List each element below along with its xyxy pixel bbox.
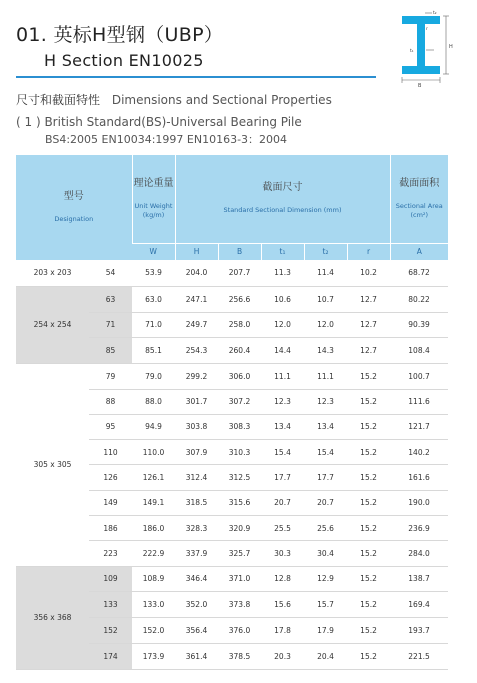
value-cell: 352.0 bbox=[175, 591, 218, 617]
value-cell: 15.2 bbox=[347, 440, 390, 465]
symbol-a: A bbox=[390, 243, 448, 260]
header-unit-weight-cn: 理论重量 bbox=[133, 177, 174, 189]
page-subtitle: H Section EN10025 bbox=[44, 51, 204, 70]
value-cell: 222.9 bbox=[132, 541, 175, 566]
value-cell: 110.0 bbox=[132, 440, 175, 465]
value-cell: 15.2 bbox=[347, 389, 390, 414]
value-cell: 258.0 bbox=[218, 312, 261, 338]
value-cell: 12.3 bbox=[261, 389, 304, 414]
value-cell: 152.0 bbox=[132, 617, 175, 643]
value-cell: 111.6 bbox=[390, 389, 448, 414]
diagram-label-t2: t₂ bbox=[433, 11, 437, 16]
header-unit-weight-en: Unit Weight (kg/m) bbox=[134, 201, 173, 219]
value-cell: 10.6 bbox=[261, 286, 304, 312]
value-cell: 94.9 bbox=[132, 414, 175, 439]
value-cell: 15.2 bbox=[347, 566, 390, 591]
value-cell: 15.7 bbox=[304, 591, 347, 617]
value-cell: 30.4 bbox=[304, 541, 347, 566]
value-cell: 373.8 bbox=[218, 591, 261, 617]
value-cell: 12.0 bbox=[304, 312, 347, 338]
value-cell: 12.9 bbox=[304, 566, 347, 591]
mass-cell: 110 bbox=[89, 440, 132, 465]
value-cell: 10.7 bbox=[304, 286, 347, 312]
value-cell: 15.2 bbox=[347, 490, 390, 515]
value-cell: 15.4 bbox=[304, 440, 347, 465]
value-cell: 284.0 bbox=[390, 541, 448, 566]
table-body bbox=[16, 260, 448, 669]
header-dimension-en: Standard Sectional Dimension (mm) bbox=[223, 206, 342, 215]
diagram-label-b: B bbox=[418, 83, 422, 88]
value-cell: 325.7 bbox=[218, 541, 261, 566]
value-cell: 88.0 bbox=[132, 389, 175, 414]
value-cell: 12.3 bbox=[304, 389, 347, 414]
value-cell: 15.6 bbox=[261, 591, 304, 617]
value-cell: 20.7 bbox=[261, 490, 304, 515]
value-cell: 303.8 bbox=[175, 414, 218, 439]
value-cell: 20.3 bbox=[261, 643, 304, 669]
value-cell: 140.2 bbox=[390, 440, 448, 465]
table-row bbox=[16, 363, 448, 389]
value-cell: 11.3 bbox=[261, 260, 304, 286]
value-cell: 15.2 bbox=[347, 515, 390, 540]
value-cell: 14.3 bbox=[304, 338, 347, 364]
section-heading-cn: 尺寸和截面特性 bbox=[16, 93, 101, 107]
value-cell: 15.2 bbox=[347, 541, 390, 566]
page-title: 01. 英标H型钢（UBP） bbox=[16, 24, 224, 46]
value-cell: 307.2 bbox=[218, 389, 261, 414]
value-cell: 12.7 bbox=[347, 286, 390, 312]
h-beam-icon bbox=[396, 10, 472, 88]
value-cell: 17.7 bbox=[261, 465, 304, 490]
mass-cell: 174 bbox=[89, 643, 132, 669]
header-area-en: Sectional Area (cm²) bbox=[395, 201, 443, 219]
value-cell: 71.0 bbox=[132, 312, 175, 338]
value-cell: 25.5 bbox=[261, 515, 304, 540]
diagram-label-h: H bbox=[449, 44, 453, 50]
value-cell: 190.0 bbox=[390, 490, 448, 515]
symbol-h: H bbox=[175, 243, 218, 260]
value-cell: 133.0 bbox=[132, 591, 175, 617]
value-cell: 254.3 bbox=[175, 338, 218, 364]
value-cell: 17.8 bbox=[261, 617, 304, 643]
value-cell: 15.2 bbox=[347, 465, 390, 490]
value-cell: 186.0 bbox=[132, 515, 175, 540]
value-cell: 15.2 bbox=[347, 643, 390, 669]
value-cell: 17.9 bbox=[304, 617, 347, 643]
table-row bbox=[16, 286, 448, 312]
value-cell: 306.0 bbox=[218, 363, 261, 389]
diagram-label-t1: t₁ bbox=[410, 49, 414, 54]
value-cell: 15.2 bbox=[347, 363, 390, 389]
table-row bbox=[16, 260, 448, 286]
value-cell: 260.4 bbox=[218, 338, 261, 364]
symbol-t1: t₁ bbox=[261, 243, 304, 260]
value-cell: 63.0 bbox=[132, 286, 175, 312]
mass-cell: 126 bbox=[89, 465, 132, 490]
designation-cell: 203 x 203 bbox=[16, 260, 89, 286]
header-unit-weight bbox=[132, 155, 175, 243]
value-cell: 13.4 bbox=[261, 414, 304, 439]
value-cell: 121.7 bbox=[390, 414, 448, 439]
value-cell: 20.4 bbox=[304, 643, 347, 669]
header-designation-cn: 型号 bbox=[63, 191, 84, 202]
section-heading bbox=[16, 91, 332, 108]
value-cell: 308.3 bbox=[218, 414, 261, 439]
symbol-t2: t₂ bbox=[304, 243, 347, 260]
value-cell: 149.1 bbox=[132, 490, 175, 515]
value-cell: 346.4 bbox=[175, 566, 218, 591]
value-cell: 315.6 bbox=[218, 490, 261, 515]
value-cell: 320.9 bbox=[218, 515, 261, 540]
mass-cell: 133 bbox=[89, 591, 132, 617]
value-cell: 256.6 bbox=[218, 286, 261, 312]
value-cell: 11.1 bbox=[261, 363, 304, 389]
table-row bbox=[16, 566, 448, 591]
value-cell: 79.0 bbox=[132, 363, 175, 389]
value-cell: 221.5 bbox=[390, 643, 448, 669]
mass-cell: 95 bbox=[89, 414, 132, 439]
value-cell: 17.7 bbox=[304, 465, 347, 490]
value-cell: 108.9 bbox=[132, 566, 175, 591]
value-cell: 30.3 bbox=[261, 541, 304, 566]
header-designation-en: Designation bbox=[54, 215, 94, 223]
value-cell: 337.9 bbox=[175, 541, 218, 566]
mass-cell: 152 bbox=[89, 617, 132, 643]
value-cell: 10.2 bbox=[347, 260, 390, 286]
value-cell: 15.4 bbox=[261, 440, 304, 465]
value-cell: 376.0 bbox=[218, 617, 261, 643]
mass-cell: 223 bbox=[89, 541, 132, 566]
value-cell: 207.7 bbox=[218, 260, 261, 286]
value-cell: 361.4 bbox=[175, 643, 218, 669]
value-cell: 169.4 bbox=[390, 591, 448, 617]
value-cell: 11.1 bbox=[304, 363, 347, 389]
h-section-diagram bbox=[396, 10, 472, 88]
mass-cell: 85 bbox=[89, 338, 132, 364]
value-cell: 299.2 bbox=[175, 363, 218, 389]
mass-cell: 71 bbox=[89, 312, 132, 338]
value-cell: 161.6 bbox=[390, 465, 448, 490]
designation-cell: 356 x 368 bbox=[16, 566, 89, 669]
value-cell: 247.1 bbox=[175, 286, 218, 312]
value-cell: 318.5 bbox=[175, 490, 218, 515]
section-heading-en: Dimensions and Sectional Properties bbox=[111, 93, 332, 107]
dimensions-table-wrapper bbox=[16, 155, 448, 670]
value-cell: 12.8 bbox=[261, 566, 304, 591]
value-cell: 12.7 bbox=[347, 338, 390, 364]
value-cell: 12.7 bbox=[347, 312, 390, 338]
value-cell: 356.4 bbox=[175, 617, 218, 643]
header-area bbox=[390, 155, 448, 243]
designation-cell: 305 x 305 bbox=[16, 363, 89, 566]
symbol-r: r bbox=[347, 243, 390, 260]
value-cell: 312.5 bbox=[218, 465, 261, 490]
symbol-b: B bbox=[218, 243, 261, 260]
header-designation bbox=[16, 155, 132, 260]
value-cell: 85.1 bbox=[132, 338, 175, 364]
standard-line-1: ( 1 ) British Standard(BS)-Universal Bearing Pile bbox=[16, 115, 302, 129]
value-cell: 310.3 bbox=[218, 440, 261, 465]
header-dimension bbox=[175, 155, 390, 243]
designation-cell: 254 x 254 bbox=[16, 286, 89, 363]
dimensions-table bbox=[16, 155, 448, 670]
value-cell: 25.6 bbox=[304, 515, 347, 540]
value-cell: 126.1 bbox=[132, 465, 175, 490]
mass-cell: 63 bbox=[89, 286, 132, 312]
value-cell: 328.3 bbox=[175, 515, 218, 540]
value-cell: 307.9 bbox=[175, 440, 218, 465]
value-cell: 249.7 bbox=[175, 312, 218, 338]
mass-cell: 149 bbox=[89, 490, 132, 515]
value-cell: 312.4 bbox=[175, 465, 218, 490]
header-dimension-cn: 截面尺寸 bbox=[262, 182, 303, 194]
diagram-label-r: r bbox=[426, 27, 428, 32]
value-cell: 236.9 bbox=[390, 515, 448, 540]
value-cell: 173.9 bbox=[132, 643, 175, 669]
value-cell: 15.2 bbox=[347, 617, 390, 643]
value-cell: 14.4 bbox=[261, 338, 304, 364]
header-area-cn: 截面面积 bbox=[399, 177, 440, 189]
value-cell: 13.4 bbox=[304, 414, 347, 439]
symbol-w: W bbox=[132, 243, 175, 260]
value-cell: 90.39 bbox=[390, 312, 448, 338]
standard-line-2: BS4:2005 EN10034:1997 EN10163-3：2004 bbox=[45, 133, 288, 146]
value-cell: 100.7 bbox=[390, 363, 448, 389]
value-cell: 11.4 bbox=[304, 260, 347, 286]
value-cell: 108.4 bbox=[390, 338, 448, 364]
mass-cell: 186 bbox=[89, 515, 132, 540]
value-cell: 12.0 bbox=[261, 312, 304, 338]
value-cell: 193.7 bbox=[390, 617, 448, 643]
value-cell: 80.22 bbox=[390, 286, 448, 312]
value-cell: 20.7 bbox=[304, 490, 347, 515]
mass-cell: 88 bbox=[89, 389, 132, 414]
value-cell: 68.72 bbox=[390, 260, 448, 286]
value-cell: 15.2 bbox=[347, 414, 390, 439]
mass-cell: 54 bbox=[89, 260, 132, 286]
value-cell: 53.9 bbox=[132, 260, 175, 286]
value-cell: 301.7 bbox=[175, 389, 218, 414]
title-underline bbox=[16, 76, 376, 78]
value-cell: 15.2 bbox=[347, 591, 390, 617]
mass-cell: 79 bbox=[89, 363, 132, 389]
mass-cell: 109 bbox=[89, 566, 132, 591]
value-cell: 371.0 bbox=[218, 566, 261, 591]
value-cell: 138.7 bbox=[390, 566, 448, 591]
value-cell: 204.0 bbox=[175, 260, 218, 286]
value-cell: 378.5 bbox=[218, 643, 261, 669]
